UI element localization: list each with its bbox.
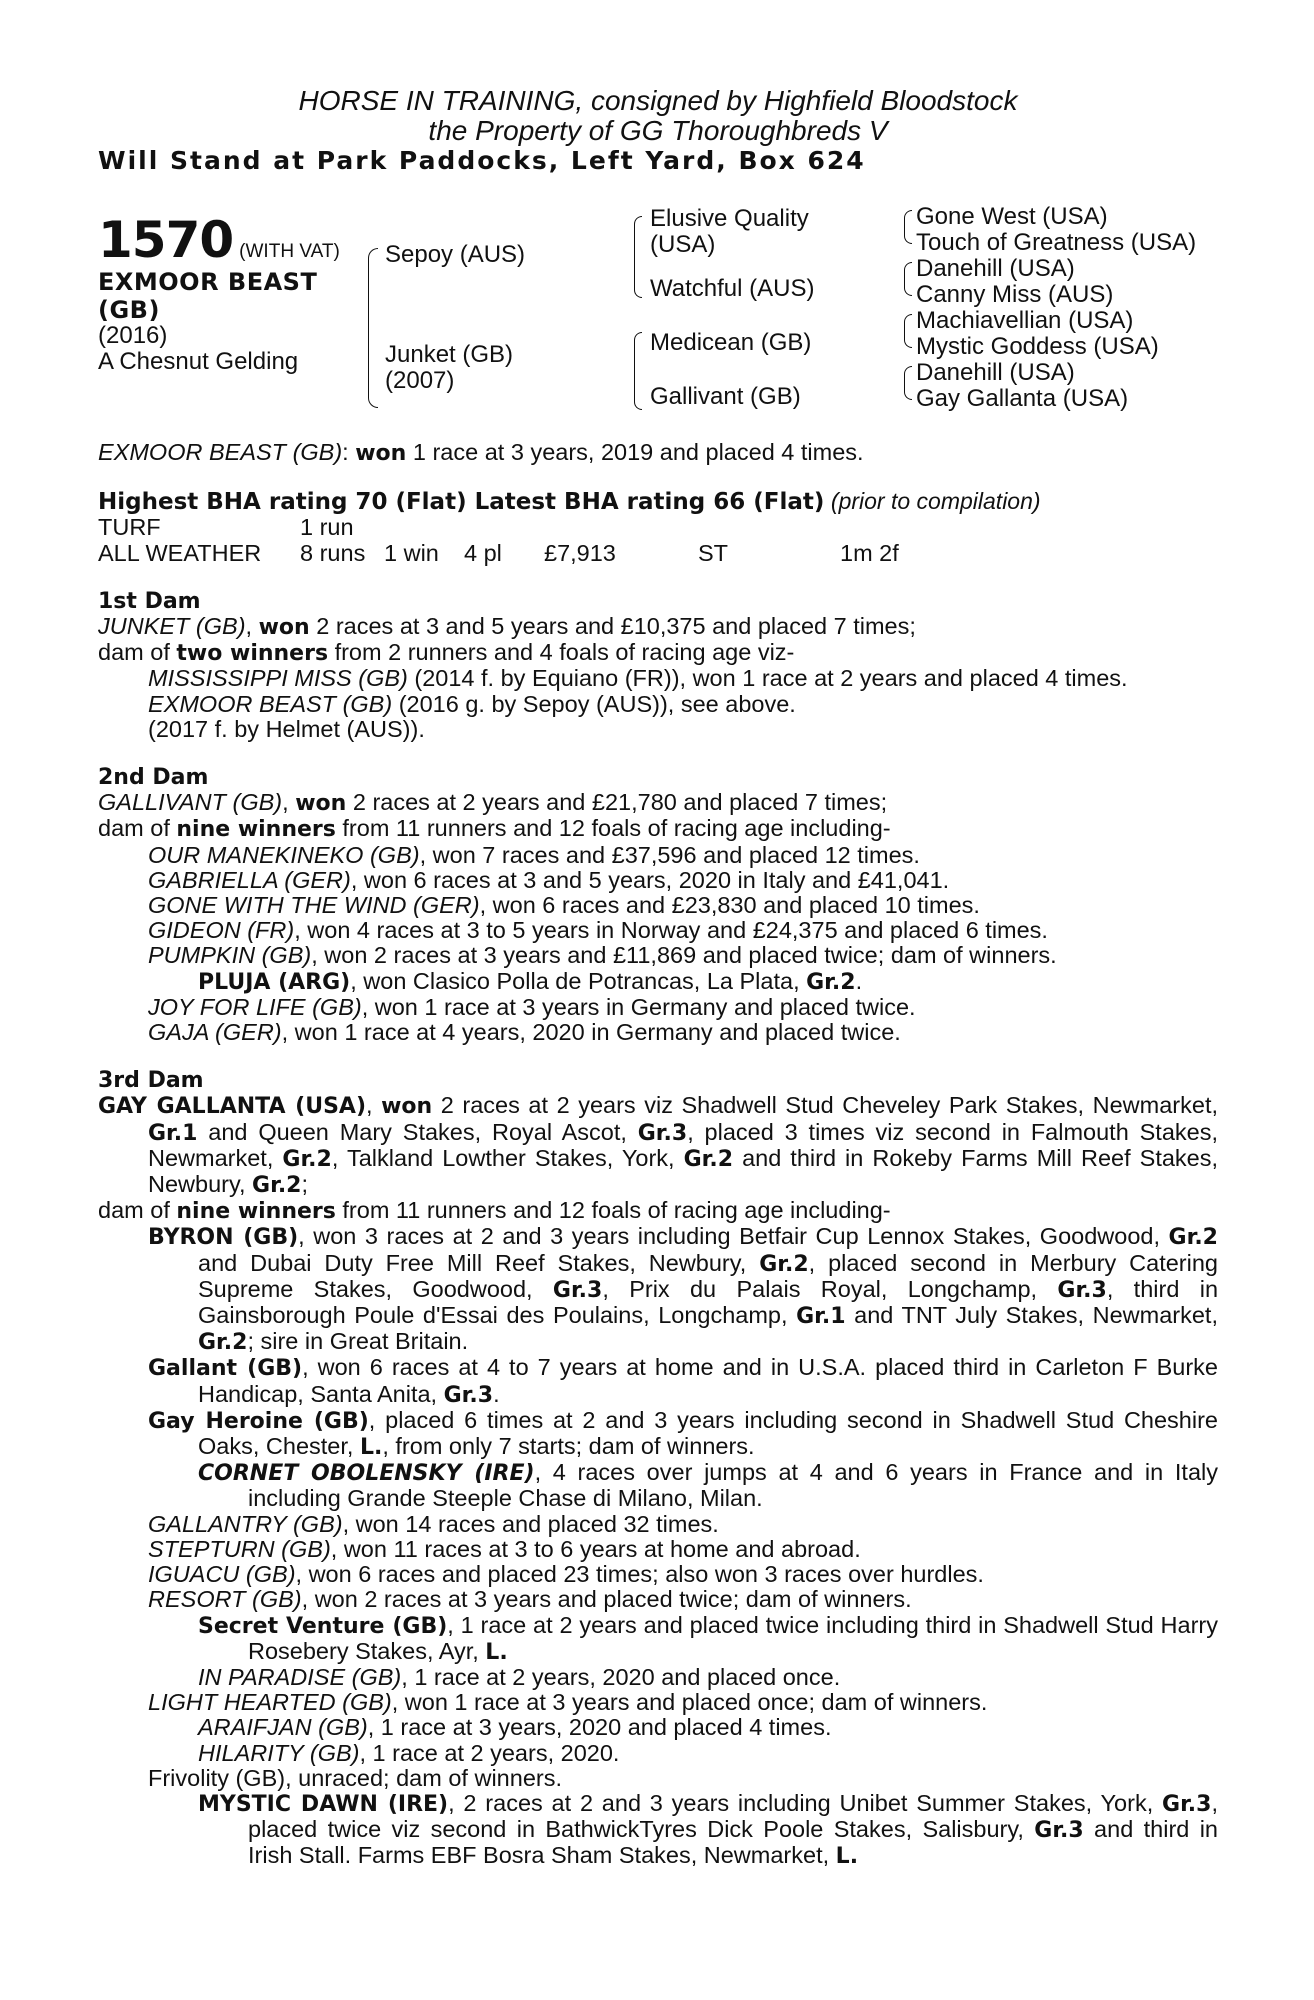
produce-entry: GABRIELLA (GER), won 6 races at 3 and 5 years, 2020 in Italy and £41,041. bbox=[148, 866, 950, 893]
produce-entry: Gay Heroine (GB), placed 6 times at 2 and 3 years including second in Shadwell Stud Cheshire Oaks, Chester, L., from only 7 starts; dam of winners. bbox=[148, 1406, 1218, 1461]
produce-entry: MISSISSIPPI MISS (GB) (2014 f. by Equiano (FR)), won 1 race at 2 years and placed 4 times. bbox=[148, 665, 1128, 692]
first-dam-record: JUNKET (GB), won 2 races at 3 and 5 years and £10,375 and placed 7 times; bbox=[98, 612, 916, 640]
sire-dam-brace bbox=[368, 248, 378, 408]
dam-year: (2007) bbox=[385, 367, 455, 394]
horse-year: (2016) bbox=[98, 322, 168, 349]
second-dam-produce-summary: dam of nine winners from 11 runners and 12 foals of racing age including- bbox=[98, 815, 891, 843]
dd-parents-brace bbox=[904, 366, 912, 400]
dam-dam-sire: Danehill (USA) bbox=[916, 359, 1075, 386]
dam-parents-brace bbox=[634, 332, 642, 410]
sire-dam-dam: Canny Miss (AUS) bbox=[916, 281, 1114, 308]
produce-entry: PUMPKIN (GB), won 2 races at 3 years and £11,869 and placed twice; dam of winners. bbox=[148, 942, 1057, 969]
third-dam-record: GAY GALLANTA (USA), won 2 races at 2 years viz Shadwell Stud Cheveley Park Stakes, Newmarket, Gr.1 and Queen Mary Stakes, Royal Ascot, Gr.3, placed 3 times viz second in Falmouth Stakes, Newmarket, Gr.2, Talkland Lowther Stakes, York, Gr.2 and third in Rokeby Farms Mill Reef Stakes, Newbury, Gr.2; bbox=[98, 1092, 1219, 1199]
grand-produce-entry: CORNET OBOLENSKY (IRE), 4 races over jumps at 4 and 6 years in France and in Italy including Grande Steeple Chase di Milano, Milan. bbox=[198, 1459, 1218, 1512]
dam-sire-sire: Machiavellian (USA) bbox=[916, 307, 1134, 334]
lot-number-line bbox=[98, 212, 340, 268]
stand-location: Will Stand at Park Paddocks, Left Yard, Box 624 bbox=[98, 146, 866, 175]
produce-entry: Frivolity (GB), unraced; dam of winners. bbox=[148, 1764, 562, 1791]
all-weather-record-row: ALL WEATHER 8 runs 1 win 4 pl £7,913 ST 1m 2f bbox=[98, 539, 899, 566]
horse-description: A Chesnut Gelding bbox=[98, 348, 299, 375]
first-dam-heading: 1st Dam bbox=[98, 588, 201, 614]
grand-produce-entry: MYSTIC DAWN (IRE), 2 races at 2 and 3 years including Unibet Summer Stakes, York, Gr.3, placed twice viz second in BathwickTyres Dick Poole Stakes, Salisbury, Gr.3 and third in Irish Stall. Farms EBF Bosra Sham Stakes, Newmarket, L. bbox=[198, 1789, 1218, 1870]
horse-name: EXMOOR BEAST (GB) bbox=[98, 268, 318, 324]
pedigree-block bbox=[98, 200, 1218, 430]
produce-entry: JOY FOR LIFE (GB), won 1 race at 3 years in Germany and placed twice. bbox=[148, 993, 916, 1020]
produce-entry: LIGHT HEARTED (GB), won 1 race at 3 years and placed once; dam of winners. bbox=[148, 1689, 988, 1716]
produce-entry: IGUACU (GB), won 6 races and placed 23 times; also won 3 races over hurdles. bbox=[148, 1561, 984, 1588]
vat-note: (WITH VAT) bbox=[239, 241, 340, 262]
produce-entry: Gallant (GB), won 6 races at 4 to 7 years at home and in U.S.A. placed third in Carleton F Burke Handicap, Santa Anita, Gr.3. bbox=[148, 1354, 1218, 1408]
grand-produce-entry: Secret Venture (GB), 1 race at 2 years and placed twice including third in Shadwell Stud Harry Rosebery Stakes, Ayr, L. bbox=[198, 1611, 1219, 1665]
grand-produce-entry: IN PARADISE (GB), 1 race at 2 years, 2020 and placed once. bbox=[198, 1663, 841, 1690]
sire: Sepoy (AUS) bbox=[385, 241, 526, 268]
sire-sire-country: (USA) bbox=[650, 231, 716, 258]
race-summary: EXMOOR BEAST (GB): won 1 race at 3 years, 2019 and placed 4 times. bbox=[98, 439, 864, 466]
dam-sire-dam: Mystic Goddess (USA) bbox=[916, 333, 1159, 360]
sire-sire-dam: Touch of Greatness (USA) bbox=[916, 229, 1197, 256]
ds-parents-brace bbox=[904, 314, 912, 348]
produce-entry: BYRON (GB), won 3 races at 2 and 3 years including Betfair Cup Lennox Stakes, Goodwood, Gr.2 and Dubai Duty Free Mill Reef Stakes, Newbury, Gr.2, placed second in Merbury Catering Supreme Stakes, Goodwood, Gr.3, Prix du Palais Royal, Longchamp, Gr.3, third in Gainsborough Poule d'Essai des Poulains, Longchamp, Gr.1 and TNT July Stakes, Newmarket, Gr.2; sire in Great Britain. bbox=[148, 1223, 1219, 1356]
sire-sire: Elusive Quality bbox=[650, 205, 809, 232]
sire-dam-sire: Danehill (USA) bbox=[916, 255, 1075, 282]
dam-dam-dam: Gay Gallanta (USA) bbox=[916, 385, 1129, 412]
grand-produce-entry: PLUJA (ARG), won Clasico Polla de Potrancas, La Plata, Gr.2. bbox=[198, 967, 863, 995]
grand-produce-entry: HILARITY (GB), 1 race at 2 years, 2020. bbox=[198, 1739, 620, 1766]
dam-sire: Medicean (GB) bbox=[650, 329, 812, 356]
consignor-line: HORSE IN TRAINING, consigned by Highfield Bloodstock bbox=[298, 85, 1018, 116]
sire-sire-sire: Gone West (USA) bbox=[916, 203, 1108, 230]
third-dam-heading: 3rd Dam bbox=[98, 1068, 204, 1094]
produce-entry: STEPTURN (GB), won 11 races at 3 to 6 years at home and abroad. bbox=[148, 1535, 861, 1562]
produce-entry: GIDEON (FR), won 4 races at 3 to 5 years in Norway and £24,375 and placed 6 times. bbox=[148, 917, 1048, 944]
dam-dam: Gallivant (GB) bbox=[650, 383, 801, 410]
produce-entry: OUR MANEKINEKO (GB), won 7 races and £37,596 and placed 12 times. bbox=[148, 841, 920, 868]
produce-entry: RESORT (GB), won 2 races at 3 years and placed twice; dam of winners. bbox=[148, 1586, 912, 1613]
third-dam-produce-summary: dam of nine winners from 11 runners and 12 foals of racing age including- bbox=[98, 1197, 891, 1225]
produce-entry: GALLANTRY (GB), won 14 races and placed 32 times. bbox=[148, 1510, 719, 1537]
bha-rating: Highest BHA rating 70 (Flat) Latest BHA rating 66 (Flat) (prior to compilation) bbox=[98, 488, 1041, 516]
turf-record-row: TURF 1 run bbox=[98, 514, 354, 541]
sire-dam: Watchful (AUS) bbox=[650, 275, 815, 302]
produce-entry: EXMOOR BEAST (GB) (2016 g. by Sepoy (AUS)), see above. bbox=[148, 690, 796, 717]
grand-produce-entry: ARAIFJAN (GB), 1 race at 3 years, 2020 and placed 4 times. bbox=[198, 1714, 832, 1741]
produce-entry: GONE WITH THE WIND (GER), won 6 races and £23,830 and placed 10 times. bbox=[148, 892, 980, 919]
produce-entry: (2017 f. by Helmet (AUS)). bbox=[148, 715, 425, 742]
property-line: the Property of GG Thoroughbreds V bbox=[428, 115, 888, 146]
dam: Junket (GB) bbox=[385, 341, 514, 368]
second-dam-record: GALLIVANT (GB), won 2 races at 2 years and £21,780 and placed 7 times; bbox=[98, 789, 888, 817]
sd-parents-brace bbox=[904, 262, 912, 296]
ss-parents-brace bbox=[904, 210, 912, 244]
first-dam-produce-summary: dam of two winners from 2 runners and 4 foals of racing age viz- bbox=[98, 639, 795, 667]
second-dam-heading: 2nd Dam bbox=[98, 765, 209, 790]
catalogue-body bbox=[98, 440, 1218, 1870]
lot-number: 1570 bbox=[98, 211, 234, 269]
sire-parents-brace bbox=[634, 216, 642, 298]
produce-entry: GAJA (GER), won 1 race at 4 years, 2020 in Germany and placed twice. bbox=[148, 1019, 901, 1046]
